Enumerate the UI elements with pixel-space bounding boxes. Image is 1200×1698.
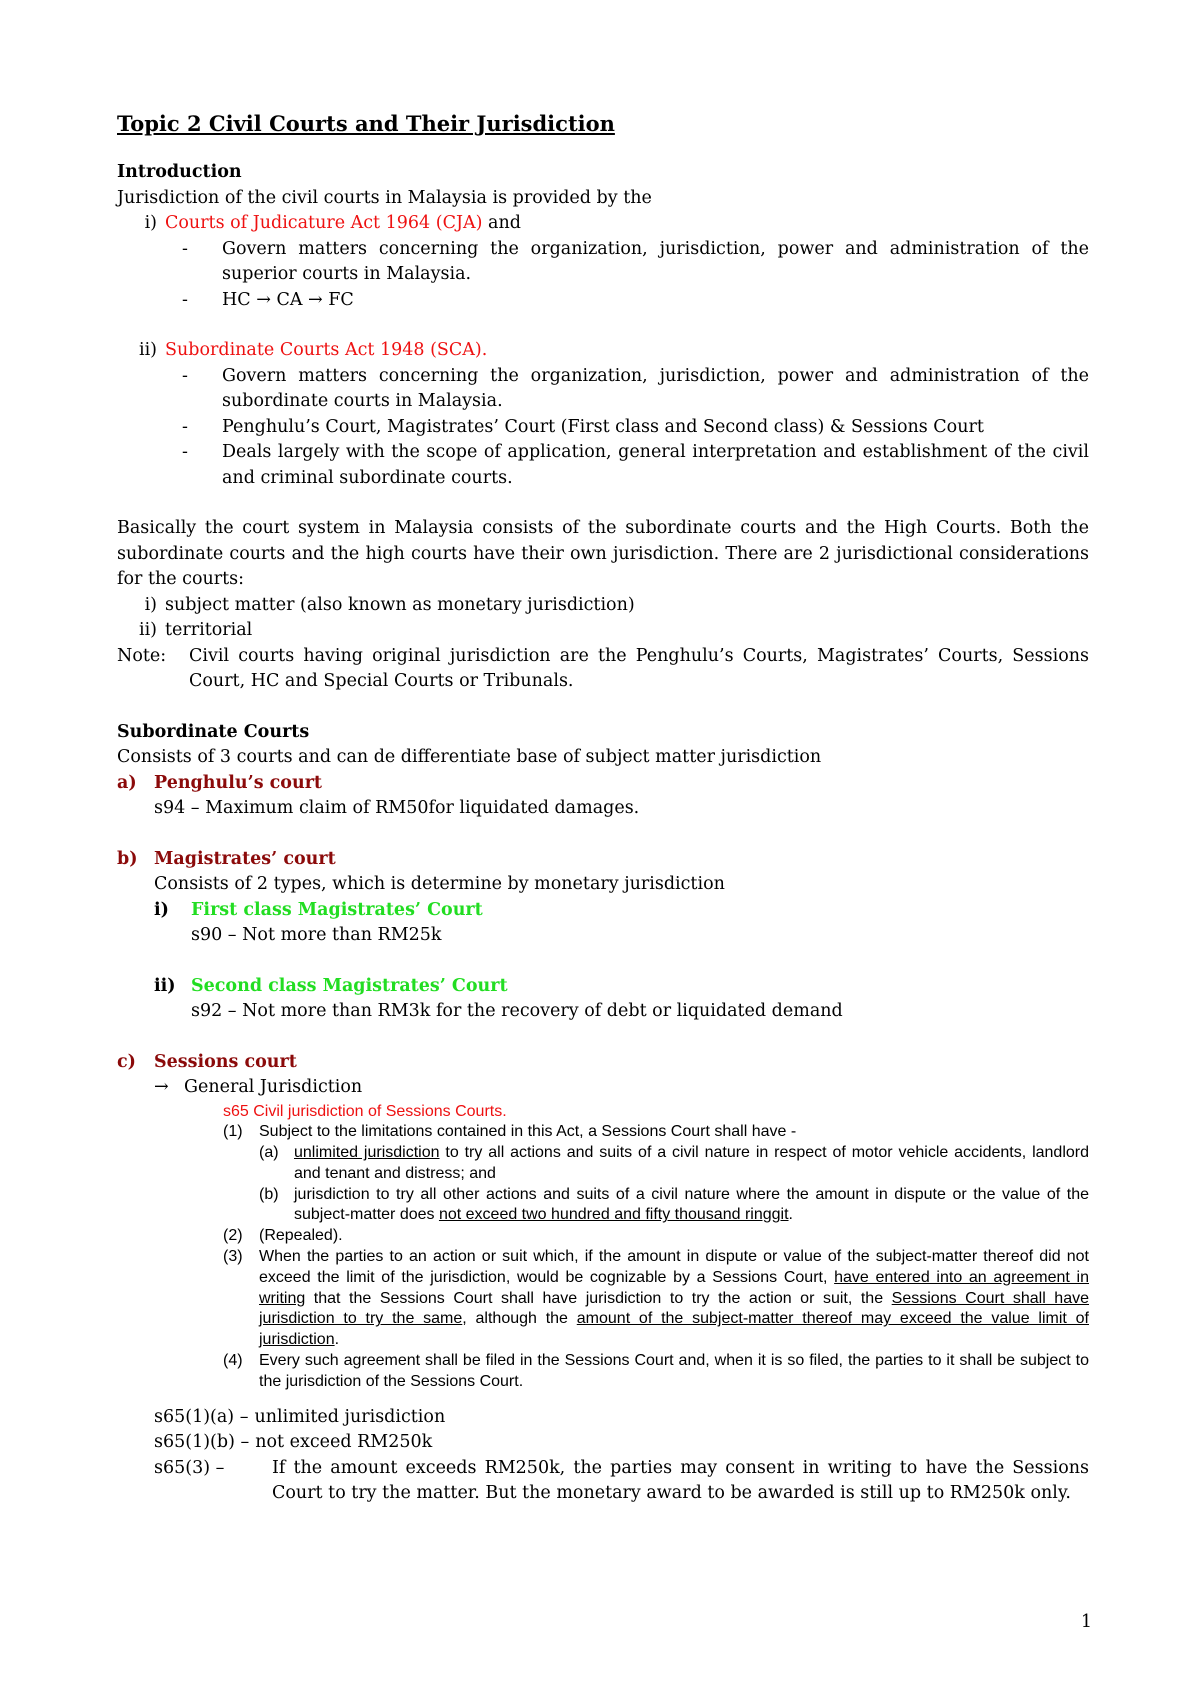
underlined-phrase: have entered into an agreement in writing: [259, 1268, 1089, 1307]
introduction-heading: Introduction: [117, 162, 242, 182]
bullet-item: [117, 415, 1089, 441]
page-title: Topic 2 Civil Courts and Their Jurisdiction: [117, 111, 615, 136]
summary-text: unlimited jurisdiction: [254, 1406, 446, 1427]
document-page: [117, 110, 1089, 1507]
summary-item: [154, 1405, 1089, 1431]
note-text: Civil courts having original jurisdiction are the Penghulu’s Courts, Magistrates’ Courts, Sessions Court, HC and Special Courts or Tribunals.: [189, 645, 1089, 691]
bullet-text: Deals largely with the scope of application, general interpretation and establishment of the civil and criminal subordinate courts.: [222, 442, 1089, 488]
clause-text: .: [334, 1331, 340, 1349]
statute-clause: [223, 1226, 1089, 1247]
penghulu-court-heading: [117, 771, 1089, 797]
subclause-text: .: [788, 1206, 793, 1224]
act-item-cja: [117, 211, 1089, 237]
bullet-item: [117, 440, 1089, 491]
clause-text: that the Sessions Court shall have jurisdiction to try the action or suit, the: [305, 1289, 892, 1307]
subclause-number: (b): [259, 1185, 279, 1203]
sessions-summary: [117, 1405, 1089, 1507]
clause-number: (3): [223, 1248, 243, 1266]
section-label: b): [117, 848, 138, 869]
sessions-court-heading: [117, 1050, 1089, 1076]
magistrates-court-lead: Consists of 2 types, which is determine by monetary jurisdiction: [154, 874, 725, 894]
summary-label: s65(1)(a) –: [154, 1406, 249, 1427]
section-label: a): [117, 772, 137, 793]
penghulu-court-text: s94 – Maximum claim of RM50for liquidated damages.: [154, 798, 640, 818]
summary-text: If the amount exceeds RM250k, the parties may consent in writing to have the Sessions Court to try the matter. But the monetary award to be awarded is still up to RM250k only.: [272, 1457, 1089, 1504]
general-jurisdiction-label: General Jurisdiction: [184, 1077, 363, 1097]
first-class-magistrates-text: s90 – Not more than RM25k: [191, 925, 442, 945]
second-class-magistrates-heading: [117, 974, 1089, 1000]
clause-number: (2): [223, 1227, 243, 1245]
act-name: Courts of Judicature Act 1964 (CJA): [165, 213, 483, 233]
note: [117, 644, 1089, 695]
bullet-text: Govern matters concerning the organization, jurisdiction, power and administration of the superior courts in Malaysia.: [222, 238, 1089, 284]
act-suffix: and: [482, 213, 521, 233]
note-label: Note:: [117, 645, 167, 666]
section-title: Magistrates’ court: [154, 848, 336, 869]
statute-section-title: s65 Civil jurisdiction of Sessions Courts.: [223, 1102, 507, 1120]
summary-item: [154, 1456, 1089, 1507]
magistrates-court-heading: [117, 847, 1089, 873]
statute-subclause: [223, 1143, 1089, 1185]
section-label: c): [117, 1051, 136, 1072]
statute-clause: [223, 1351, 1089, 1393]
list-number: i): [144, 213, 157, 233]
bullet-item: [117, 237, 1089, 288]
summary-label: s65(1)(b) –: [154, 1432, 250, 1453]
first-class-magistrates-heading: [117, 898, 1089, 924]
clause-text: , although the: [462, 1310, 577, 1328]
act-name: Subordinate Courts Act 1948 (SCA).: [165, 340, 488, 360]
summary-text: not exceed RM250k: [255, 1432, 433, 1453]
subsection-title: Second class Magistrates’ Court: [191, 975, 508, 996]
subclause-text: jurisdiction to try all other actions and suits of a civil nature where the amount in dispute or the value of the subject-matter does: [294, 1185, 1089, 1224]
bullet-text: Govern matters concerning the organization, jurisdiction, power and administration of the subordinate courts in Malaysia.: [222, 365, 1089, 411]
underlined-phrase: Sessions Court shall have jurisdiction to try the same: [259, 1289, 1090, 1328]
underlined-phrase: amount of the subject-matter thereof may exceed the value limit of jurisdiction: [259, 1310, 1089, 1349]
list-item: [117, 593, 1089, 619]
bullet-item: [117, 364, 1089, 415]
section-title: Penghulu’s court: [154, 772, 322, 793]
section-title: Sessions court: [154, 1051, 297, 1072]
summary-item: [154, 1430, 1089, 1456]
dash-marker: -: [182, 289, 188, 310]
statute-clause: [223, 1247, 1089, 1351]
subclause-number: (a): [259, 1144, 279, 1162]
introduction-lead: Jurisdiction of the civil courts in Malaysia is provided by the: [117, 187, 652, 208]
page-number: 1: [1080, 1612, 1092, 1632]
list-number: ii): [138, 340, 157, 360]
list-text: territorial: [165, 620, 253, 640]
subclause-text: to try all actions and suits of a civil nature in respect of motor vehicle accidents, landlord and tenant and distress; and: [294, 1144, 1089, 1182]
subordinate-courts-heading: Subordinate Courts: [117, 721, 310, 742]
subsection-title: First class Magistrates’ Court: [191, 899, 483, 920]
statute-clause: [223, 1122, 1089, 1143]
dash-marker: -: [182, 442, 188, 462]
subsection-label: ii): [154, 975, 176, 996]
dash-marker: -: [182, 238, 188, 259]
court-system-paragraph: Basically the court system in Malaysia consists of the subordinate courts and the High Courts. Both the subordinate courts and the high courts have their own jurisdiction. There are 2 jurisdictional considerations for the courts:: [117, 518, 1089, 589]
underlined-phrase: unlimited jurisdiction: [294, 1144, 440, 1162]
clause-text: (Repealed).: [259, 1227, 343, 1245]
clause-text: When the parties to an action or suit which, if the amount in dispute or value of the subject-matter thereof did not exceed the limit of the jurisdiction, would be cognizable by a Sessions Court,: [259, 1248, 1089, 1286]
list-item: [117, 618, 1089, 644]
statute-subclause: [223, 1185, 1089, 1227]
list-number: ii): [138, 620, 157, 640]
bullet-item: [117, 288, 1089, 314]
act-item-sca: [117, 338, 1089, 364]
statute-extract: [117, 1102, 1089, 1393]
general-jurisdiction-line: [117, 1075, 1089, 1101]
arrow-right-icon: →: [154, 1077, 169, 1097]
summary-label: s65(3) –: [154, 1457, 225, 1478]
bullet-text: HC → CA → FC: [222, 289, 354, 310]
clause-text: Every such agreement shall be filed in the Sessions Court and, when it is so filed, the parties to it shall be subject to the jurisdiction of the Sessions Court.: [259, 1352, 1089, 1390]
bullet-text: Penghulu’s Court, Magistrates’ Court (First class and Second class) & Sessions Court: [222, 416, 984, 437]
clause-number: (1): [223, 1123, 243, 1141]
dash-marker: -: [182, 416, 188, 437]
underlined-phrase: not exceed two hundred and fifty thousand ringgit: [438, 1206, 789, 1224]
subordinate-courts-lead: Consists of 3 courts and can de differentiate base of subject matter jurisdiction: [117, 747, 822, 767]
dash-marker: -: [182, 365, 188, 386]
clause-text: Subject to the limitations contained in this Act, a Sessions Court shall have -: [259, 1123, 797, 1141]
list-text: subject matter (also known as monetary jurisdiction): [165, 594, 635, 615]
subsection-label: i): [154, 899, 169, 920]
clause-number: (4): [223, 1352, 243, 1370]
list-number: i): [144, 594, 157, 615]
second-class-magistrates-text: s92 – Not more than RM3k for the recovery of debt or liquidated demand: [191, 1001, 843, 1021]
